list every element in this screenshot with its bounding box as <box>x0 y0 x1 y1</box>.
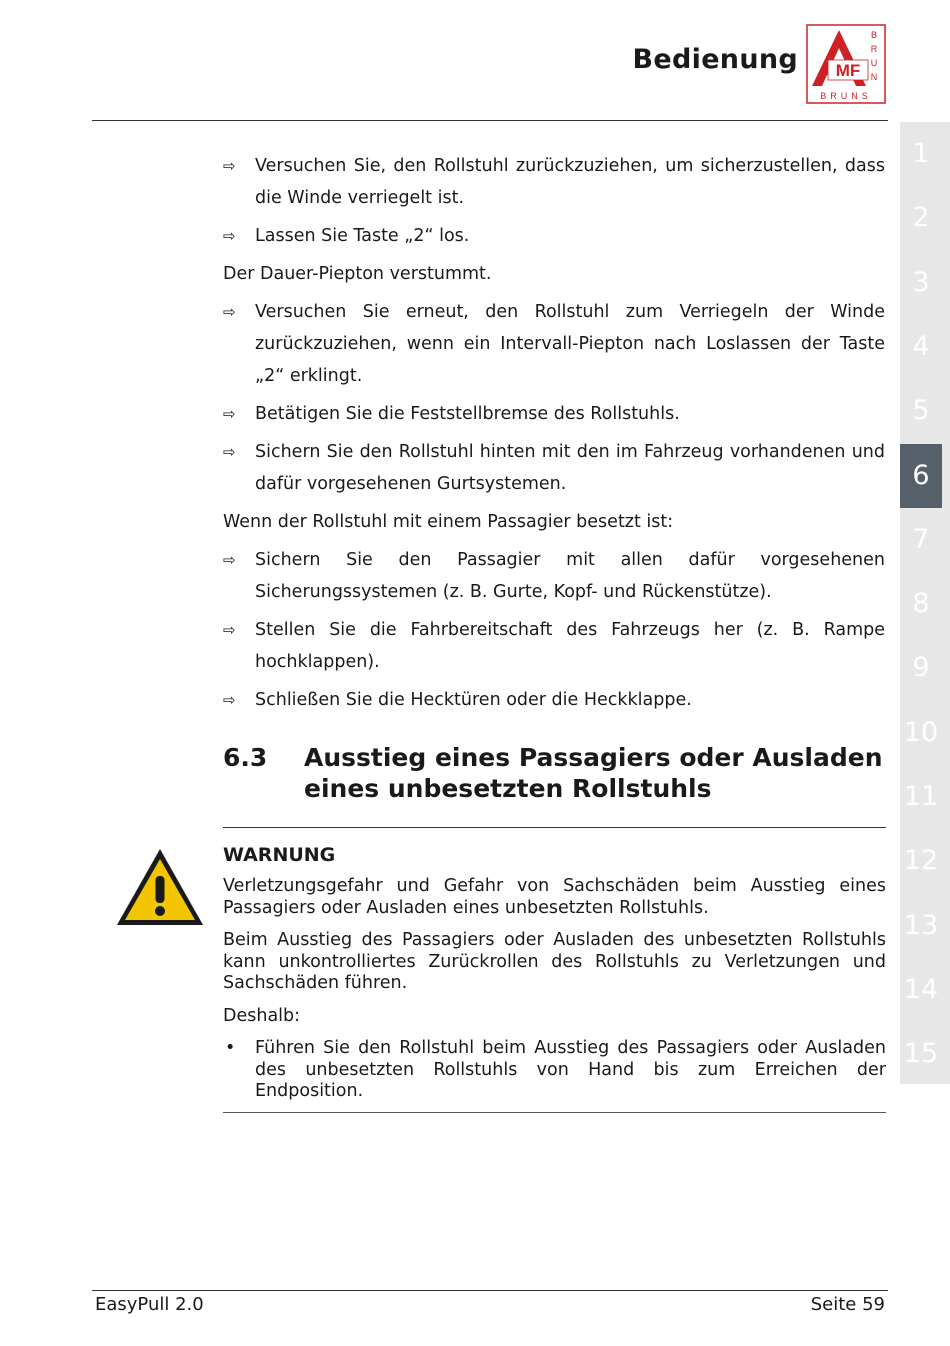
arrow-icon: ⇨ <box>223 551 236 569</box>
list-item <box>223 614 885 678</box>
arrow-icon: ⇨ <box>223 303 236 321</box>
instruction-list <box>223 150 885 722</box>
chapter-tab-15: 15 <box>903 1038 939 1070</box>
chapter-tabs <box>900 122 950 1084</box>
list-item <box>223 220 885 252</box>
chapter-tab-3: 3 <box>912 266 930 298</box>
warning-box <box>223 842 886 1103</box>
svg-text:B: B <box>870 30 878 40</box>
warning-bullet-item <box>223 1038 886 1103</box>
chapter-tab-10: 10 <box>903 716 939 748</box>
chapter-tab-8: 8 <box>912 588 930 620</box>
warning-bullet-text: Führen Sie den Rollstuhl beim Ausstieg des Passagiers oder Ausladen des unbesetzten Rollstuhls von Hand bis zum Erreichen der Endposition. <box>255 1038 886 1101</box>
chapter-tab-1: 1 <box>912 138 930 169</box>
list-item <box>223 684 885 716</box>
chapter-tab-5: 5 <box>912 395 930 427</box>
svg-text:MF: MF <box>835 61 861 80</box>
bullet-icon: • <box>225 1038 236 1058</box>
svg-text:N: N <box>870 72 878 82</box>
list-item-text: Lassen Sie Taste „2“ los. <box>255 226 470 246</box>
chapter-tab-4: 4 <box>912 330 930 362</box>
list-item <box>223 436 885 500</box>
arrow-icon: ⇨ <box>223 157 236 175</box>
arrow-icon: ⇨ <box>223 443 236 461</box>
chapter-tab-9: 9 <box>912 652 930 684</box>
warning-triangle-icon <box>114 846 206 928</box>
footer-divider <box>92 1290 888 1291</box>
chapter-tab-14: 14 <box>903 973 939 1005</box>
warning-paragraph: Verletzungsgefahr und Gefahr von Sachschäden beim Ausstieg eines Passagiers oder Ausladen eines unbesetzten Rollstuhls. <box>223 876 886 918</box>
paragraph: Der Dauer-Piepton verstummt. <box>223 264 492 284</box>
page-header-title: Bedienung <box>632 44 798 75</box>
amf-bruns-logo <box>806 24 886 104</box>
arrow-icon: ⇨ <box>223 227 236 245</box>
arrow-icon: ⇨ <box>223 405 236 423</box>
chapter-tab-6: 6 <box>900 444 942 508</box>
list-item-text: Versuchen Sie, den Rollstuhl zurückzuziehen, um sicherzustellen, dass die Winde verriegelt ist. <box>255 156 885 208</box>
chapter-tab-2: 2 <box>912 202 930 234</box>
list-item <box>223 150 885 214</box>
svg-text:R: R <box>870 44 878 54</box>
warning-bottom-rule <box>223 1112 886 1113</box>
svg-text:BRUNS: BRUNS <box>820 91 872 101</box>
header-divider <box>92 120 888 121</box>
list-item <box>223 398 885 430</box>
section-title: Ausstieg eines Passagiers oder Ausladen eines unbesetzten Rollstuhls <box>304 743 883 803</box>
arrow-icon: ⇨ <box>223 621 236 639</box>
warning-paragraph: Beim Ausstieg des Passagiers oder Ausladen des unbesetzten Rollstuhls kann unkontrolliertes Zurückrollen des Rollstuhls zu Verletzungen und Sachschäden führen. <box>223 930 886 993</box>
warning-paragraph: Deshalb: <box>223 1005 301 1026</box>
svg-text:U: U <box>870 58 878 68</box>
warning-top-rule <box>223 827 886 828</box>
chapter-tab-11: 11 <box>903 781 939 812</box>
list-item-text: Sichern Sie den Rollstuhl hinten mit den im Fahrzeug vorhandenen und dafür vorgesehenen Gurtsystemen. <box>255 442 885 494</box>
list-item-text: Stellen Sie die Fahrbereitschaft des Fahrzeugs her (z. B. Rampe hochklappen). <box>255 620 885 672</box>
paragraph: Wenn der Rollstuhl mit einem Passagier besetzt ist: <box>223 512 674 532</box>
arrow-icon: ⇨ <box>223 691 236 709</box>
list-item-text: Versuchen Sie erneut, den Rollstuhl zum Verriegeln der Winde zurückzuziehen, wenn ein Intervall-Piepton nach Loslassen der Taste „2“ erklingt. <box>255 302 885 386</box>
list-item-text: Schließen Sie die Hecktüren oder die Heckklappe. <box>255 690 692 710</box>
footer-page-number: Seite 59 <box>810 1294 885 1315</box>
list-item-text: Sichern Sie den Passagier mit allen dafür vorgesehenen Sicherungssystemen (z. B. Gurte, Kopf- und Rückenstütze). <box>255 550 885 602</box>
list-item <box>223 296 885 392</box>
chapter-tab-13: 13 <box>903 909 939 941</box>
chapter-tab-12: 12 <box>903 845 939 877</box>
warning-title: WARNUNG <box>223 844 336 866</box>
list-item-text: Betätigen Sie die Feststellbremse des Rollstuhls. <box>255 404 680 424</box>
chapter-tab-7: 7 <box>912 523 930 555</box>
footer-product-name: EasyPull 2.0 <box>95 1294 204 1315</box>
section-number: 6.3 <box>223 743 268 772</box>
list-item <box>223 544 885 608</box>
